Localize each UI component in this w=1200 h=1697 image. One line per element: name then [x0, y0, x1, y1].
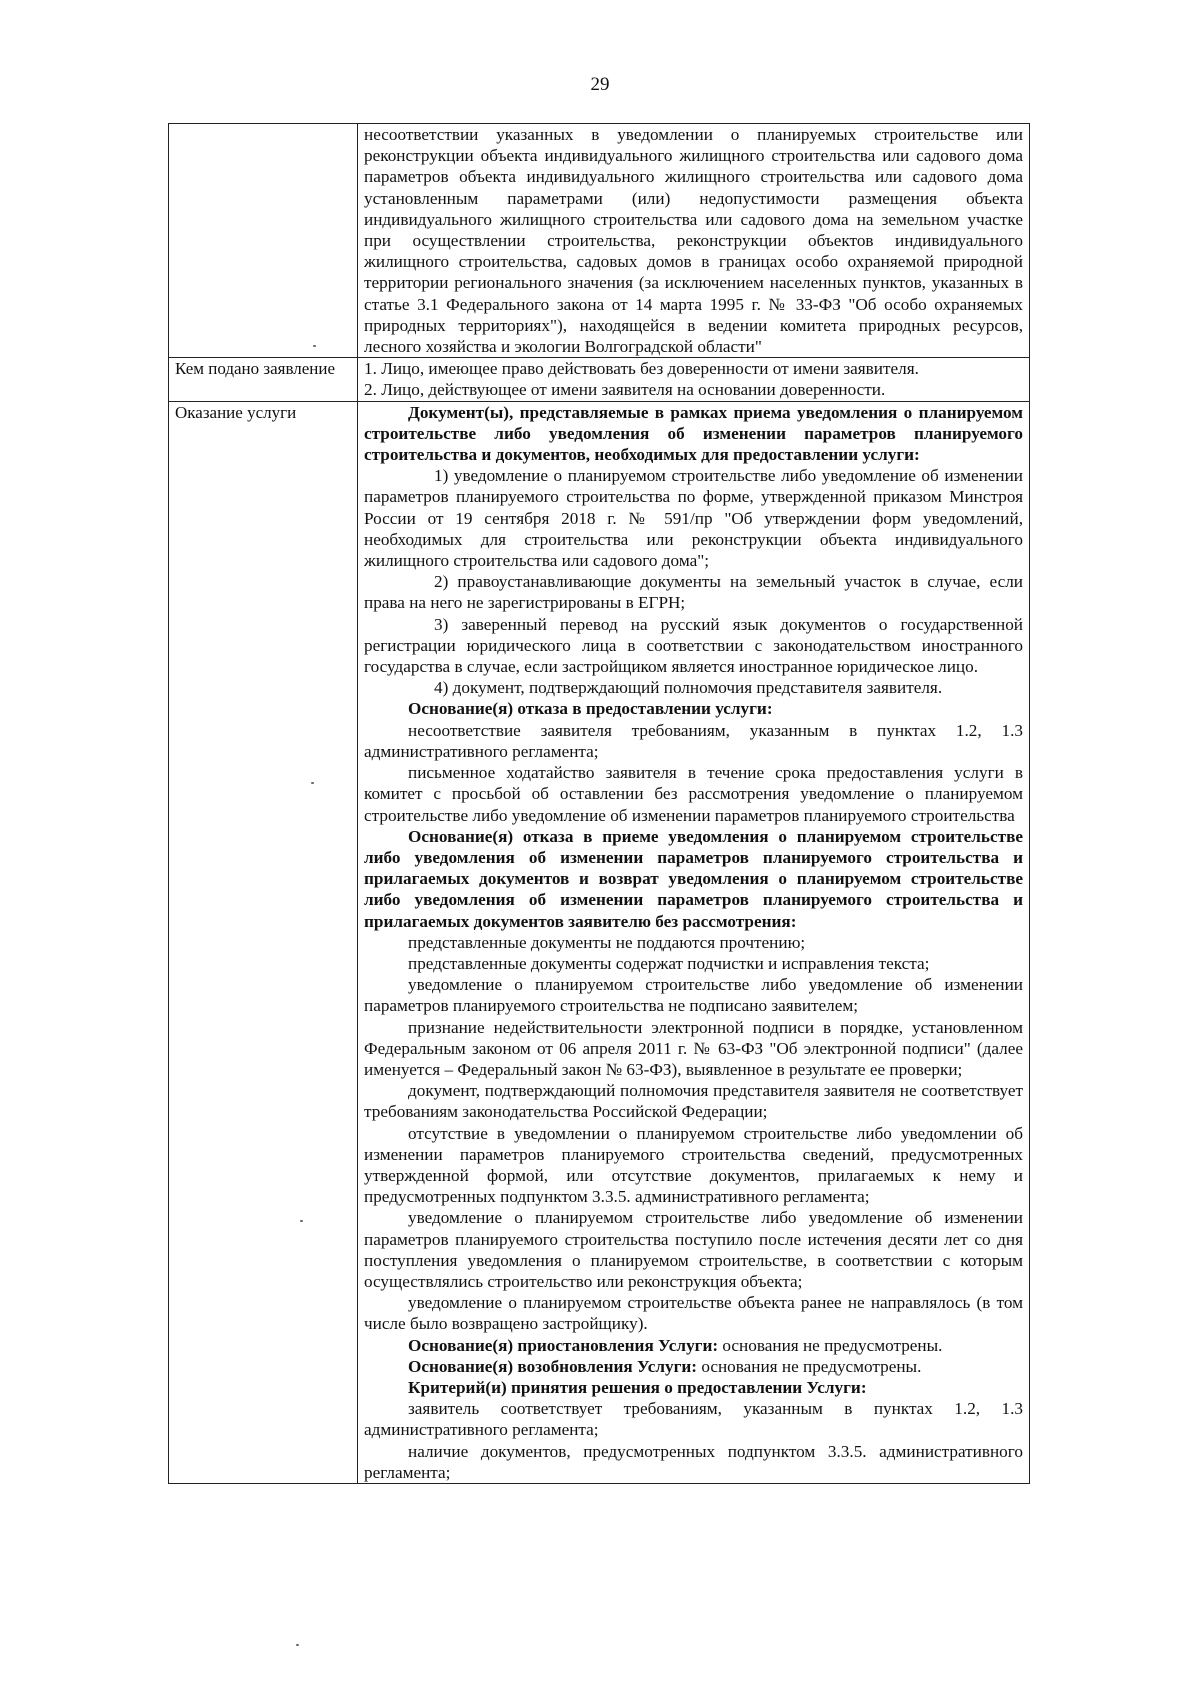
row1-left-cell	[169, 124, 358, 358]
table-row	[169, 401, 1030, 1483]
list-item: заявитель соответствует требованиям, указанным в пунктах 1.2, 1.3 административного регламента;	[364, 1399, 1023, 1440]
list-item: документ, подтверждающий полномочия представителя заявителя не соответствует требованиям законодательства Российской Федерации;	[364, 1081, 1023, 1122]
list-item: несоответствие заявителя требованиям, указанным в пунктах 1.2, 1.3 административного регламента;	[364, 720, 1023, 761]
scan-speck	[300, 1220, 303, 1222]
criteria-heading: Критерий(и) принятия решения о предоставлении Услуги:	[408, 1377, 867, 1397]
table-row	[169, 358, 1030, 401]
refusal-heading: Основание(я) отказа в предоставлении услуги:	[408, 699, 773, 719]
list-item: 1. Лицо, имеющее право действовать без доверенности от имени заявителя.	[364, 359, 919, 379]
list-item: письменное ходатайство заявителя в течение срока предоставления услуги в комитет с просьбой об оставлении без рассмотрения уведомление о планируемом строительстве либо уведомление об изменении параметров планируемого строительства	[364, 763, 1023, 825]
continuation-paragraph: несоответствии указанных в уведомлении о планируемых строительстве или реконструкции объекта индивидуального жилищного строительства или садового дома параметров объекта индивидуального жилищного строительства или садового дома установленным параметрами (или) недопустимости размещения объекта индивидуального жилищного строительства или садового дома на земельном участке при осуществлении строительства, реконструкции объектов индивидуального жилищного строительства, садовых домов в границах особо охраняемой природной территории регионального значения (за исключением населенных пунктов, указанных в статье 3.1 Федерального закона от 14 марта 1995 г. № 33-ФЗ "Об особо охраняемых природных территориях"), находящейся в ведении комитета природных ресурсов, лесного хозяйства и экологии Волгоградской области"	[364, 125, 1023, 357]
list-item: уведомление о планируемом строительстве объекта ранее не направлялось (в том числе было возвращено застройщику).	[364, 1293, 1023, 1334]
row2-right-cell	[358, 358, 1030, 401]
scan-speck	[313, 345, 316, 347]
list-item: уведомление о планируемом строительстве либо уведомление об изменении параметров планируемого строительства не подписано заявителем;	[364, 975, 1023, 1016]
list-item: 2) правоустанавливающие документы на земельный участок в случае, если права на него не зарегистрированы в ЕГРН;	[364, 572, 1023, 613]
submitted-by-label: Кем подано заявление	[169, 358, 358, 401]
service-table	[168, 123, 1030, 1484]
list-item: 3) заверенный перевод на русский язык документов о государственной регистрации юридического лица в соответствии с законодательством иностранного государства в случае, если застройщиком является иностранное юридическое лицо.	[364, 614, 1023, 677]
page-number: 29	[590, 74, 610, 95]
row3-right-cell	[358, 401, 1030, 1483]
suspend-label: Основание(я) приостановления Услуги:	[408, 1335, 719, 1355]
list-item: наличие документов, предусмотренных подпунктом 3.3.5. административного регламента;	[364, 1441, 1023, 1482]
row1-right-cell	[358, 124, 1030, 358]
list-item: признание недействительности электронной подписи в порядке, установленном Федеральным законом от 06 апреля 2011 г. № 63-ФЗ "Об электронной подписи" (далее именуется – Федеральный закон № 63-ФЗ), выявленное в результате ее проверки;	[364, 1017, 1023, 1079]
resume-text: основания не предусмотрены.	[697, 1356, 922, 1376]
resume-label: Основание(я) возобновления Услуги:	[408, 1356, 698, 1376]
list-item: отсутствие в уведомлении о планируемом строительстве либо уведомлении об изменении параметров планируемого строительства сведений, предусмотренных утвержденной формой, или отсутствие документов, прилагаемых к нему и предусмотренных подпунктом 3.3.5. административного регламента;	[364, 1123, 1023, 1207]
service-label: Оказание услуги	[169, 401, 358, 1483]
scan-speck	[311, 782, 314, 784]
suspend-line	[364, 1335, 1023, 1356]
docs-heading: Документ(ы), представляемые в рамках приема уведомления о планируемом строительстве либо уведомления об изменении параметров планируемого строительства и документов, необходимых для предоставлении услуги:	[364, 402, 1023, 465]
reject-heading: Основание(я) отказа в приеме уведомления о планируемом строительстве либо уведомления об изменении параметров планируемого строительства и прилагаемых документов и возврат уведомления о планируемом строительстве либо уведомления об изменении параметров планируемого строительства и прилагаемых документов заявителю без рассмотрения:	[364, 826, 1023, 931]
resume-line	[364, 1356, 1023, 1377]
list-item: представленные документы не поддаются прочтению;	[408, 932, 806, 952]
scan-speck	[296, 1644, 299, 1646]
list-item: 4) документ, подтверждающий полномочия представителя заявителя.	[434, 678, 943, 698]
table-row	[169, 124, 1030, 358]
list-item: представленные документы содержат подчистки и исправления текста;	[408, 953, 930, 973]
list-item: уведомление о планируемом строительстве либо уведомление об изменении параметров планируемого строительства поступило после истечения десяти лет со дня поступления уведомления о планируемом строительстве, в соответствии с которым осуществлялись строительство или реконструкция объекта;	[364, 1208, 1023, 1291]
list-item: 2. Лицо, действующее от имени заявителя на основании доверенности.	[364, 380, 886, 400]
suspend-text: основания не предусмотрены.	[718, 1335, 943, 1355]
list-item: 1) уведомление о планируемом строительстве либо уведомление об изменении параметров планируемого строительства по форме, утвержденной приказом Минстроя России от 19 сентября 2018 г. № 591/пр "Об утверждении форм уведомлений, необходимых для строительства или реконструкции объекта индивидуального жилищного строительства или садового дома";	[364, 466, 1023, 571]
